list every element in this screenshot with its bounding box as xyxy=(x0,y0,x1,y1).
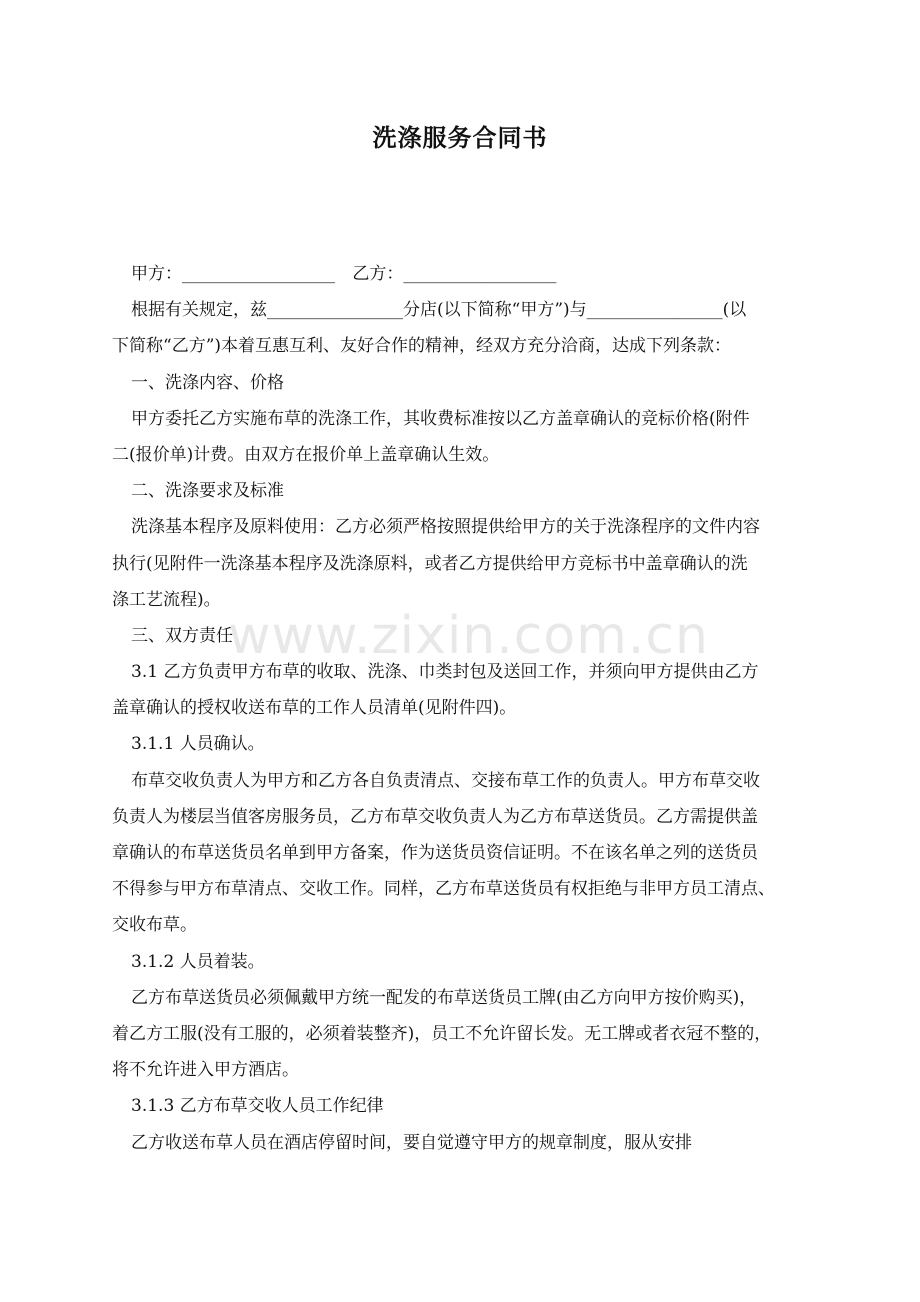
contract-text xyxy=(112,292,812,1161)
document-title: 洗涤服务合同书 xyxy=(372,124,548,152)
text-line: 3.1 乙方负责甲方布草的收取、洗涤、巾类封包及送回工作，并须向甲方提供由乙方 xyxy=(131,662,759,683)
text-line: 将不允许进入甲方酒店。 xyxy=(112,1060,299,1081)
text-line: 根据有关规定，兹________________分店(以下简称“甲方”)与________________(以 xyxy=(131,300,747,321)
text-line: 三、双方责任 xyxy=(131,625,233,646)
watermark: www.zixin.com.cn xyxy=(228,606,709,666)
text-line: 下简称“乙方”)本着互惠互利、友好合作的精神，经双方充分洽商，达成下列条款： xyxy=(112,336,732,357)
text-line: 3.1.2 人员着装。 xyxy=(131,951,265,972)
document-body xyxy=(112,256,812,1161)
text-line: 交收布草。 xyxy=(112,915,197,936)
text-line: 负责人为楼层当值客房服务员，乙方布草交收负责人为乙方布草送货员。乙方需提供盖 xyxy=(112,806,758,827)
text-line: 章确认的布草送货员名单到甲方备案，作为送货员资信证明。不在该名单之列的送货员 xyxy=(112,843,758,863)
text-line: 盖章确认的授权收送布草的工作人员清单(见附件四)。 xyxy=(112,698,517,719)
text-line: 二(报价单)计费。由双方在报价单上盖章确认生效。 xyxy=(112,444,500,465)
text-line: 涤工艺流程)。 xyxy=(112,589,221,610)
text-line: 执行(见附件一洗涤基本程序及洗涤原料，或者乙方提供给甲方竞标书中盖章确认的洗 xyxy=(112,553,748,574)
text-line: 乙方收送布草人员在酒店停留时间，要自觉遵守甲方的规章制度，服从安排 xyxy=(131,1132,692,1153)
party-b-field: 乙方：__________________ xyxy=(352,264,557,284)
text-line: 洗涤基本程序及原料使用：乙方必须严格按照提供给甲方的关于洗涤程序的文件内容 xyxy=(131,517,760,538)
text-line: 二、洗涤要求及标准 xyxy=(131,481,284,502)
text-line: 不得参与甲方布草清点、交收工作。同样，乙方布草送货员有权拒绝与非甲方员工清点、 xyxy=(112,879,775,900)
parties-line xyxy=(112,256,812,292)
text-line: 甲方委托乙方实施布草的洗涤工作，其收费标准按以乙方盖章确认的竞标价格(附件 xyxy=(131,408,750,429)
text-line: 布草交收负责人为甲方和乙方各自负责清点、交接布草工作的负责人。甲方布草交收 xyxy=(131,770,760,791)
text-line: 着乙方工服(没有工服的，必须着装整齐)，员工不允许留长发。无工牌或者衣冠不整的， xyxy=(112,1023,772,1044)
text-line: 乙方布草送货员必须佩戴甲方统一配发的布草送货员工牌(由乙方向甲方按价购买)， xyxy=(131,987,757,1008)
text-line: 3.1.3 乙方布草交收人员工作纪律 xyxy=(131,1096,384,1117)
text-line: 3.1.1 人员确认。 xyxy=(131,734,265,755)
text-line: 一、洗涤内容、价格 xyxy=(131,372,284,393)
party-a-field: 甲方：__________________ xyxy=(131,264,335,284)
